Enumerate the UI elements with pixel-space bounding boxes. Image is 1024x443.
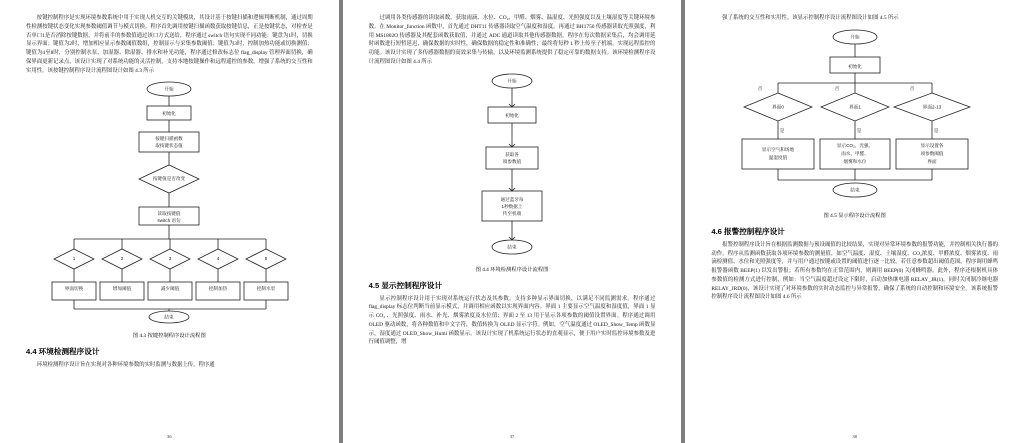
node-init: 初始化 [847,63,862,69]
branch-no-1: 否 [757,85,762,91]
environment-detection-flowchart [452,71,572,261]
node-init: 初始化 [162,111,177,117]
branch-yes-1: 是 [779,127,784,133]
branch-3: 3 [169,256,172,262]
node-end: 结束 [850,187,860,193]
page-number: 38 [852,434,857,439]
section-heading-46: 4.6 报警控制程序设计 [711,226,785,236]
display-control-flowchart [720,27,990,207]
action-3a: 减少阈值 [161,286,180,292]
node-start: 开始 [164,86,174,92]
branch-4: 4 [217,256,220,262]
node-scan1: 按键扫描函数 [155,136,184,142]
node-switch2: switch 语句 [157,218,181,224]
node-end: 结束 [507,244,517,250]
page-36 [0,0,339,443]
figure-caption-45: 图 4.5 显示程序设计流程图 [823,212,886,219]
node-screen1: 界面1 [848,104,861,110]
page-37 [343,0,682,443]
page-37-body [369,14,656,67]
action-4a: 控制加热 [209,286,228,292]
action-screen0a: 显示空气和场地 [761,146,794,152]
node-acquire2: 项参数值 [502,158,522,164]
page-38-body [711,14,998,23]
paragraph: 报警控制程序设计旨在根据监测数据与预设阈值的比较结果，实现对异常环境参数的报警功能，并控制相关执行器的动作。程序从监测函数获取各项环境参数的测量值，如空气温度、湿度、土壤湿度、CO₂浓度、甲醛浓度、烟雾浓度、雨滴检测值、水位和光照强度等，并与用户通过按键或设置的阈值进行逐一比较。若任意参数超出阈值范围，程序调用蜂鸣报警器函数 BEEP(1) 以发出警报；若所有参数均在正常范围内，则调用 BEEP(0) 关闭蜂鸣器。此外，程序还根据机具体参数值的检测方式进行控制，例如：当空气温度超过设定下限时，启动加热继电器 RELAY_JR(1)，同时关闭制冷继电器 RELAY_JRD(0)，该设计实现了对环境参数的实时动态监控与异常报警，确保了系统的自动控制和环境安全。该系统报警控制程序设计流程图设计如图 4.6 所示 [711,241,999,301]
action-screen1b: 雨水、甲醛、 [840,150,869,156]
paragraph: 按键控制程序是实现环境参数系统中用于实现人机交互的关键模块，其设计基于按键扫描和逻辑判断机制，通过周期性检测按键状态变化实现参数阈值调节与模式切换。程序首先调用按键扫描函数获取按键信息，正是按键状态，对检查是否单口1是否消除按键数据，并将前半的参数值通过该口方式送给，程序通过 switch 语句实现不同功能：键盘为1时，切换显示界面；键值为2时，增加相应显示参数阈值数组，控制显示与采集参数阈值；键值为3时，控制加热功能或切换测值；键值为4至8时，分别控制水泵、加湿器、除湿器、排水和补光功能，程序通过修改标志位 flag_display 管理界面切换，确保界面更新记录点，该设计实现了对系统功能的灵活控制，支持本地按键操作和远程遥控的参数，增强了系统的交互性和实用性。该按键控制程序设计流程图设计如图 4.3 所示 [26,15,313,74]
action-screen2c: 界面 [927,158,937,164]
action-screen1a: 显示CO₂、光强、 [836,142,873,148]
section-heading-45: 4.5 显示控制程序设计 [368,280,443,290]
page-38-body-2 [711,241,998,302]
section-heading-44: 4.4 环境检测程序设计 [26,347,100,357]
page-36-body [26,14,313,75]
action-5a: 控制水泵 [257,286,276,292]
node-switch1: 读取按键值 [157,211,181,217]
node-acquire1: 获取各 [505,151,519,157]
action-screen2a: 显示设置各 [920,142,944,148]
node-decision: 按键值是否改变 [153,176,186,182]
keypad-control-flowchart [44,79,294,327]
node-upload2: 1秒数据上 [501,203,523,209]
node-end: 结束 [164,314,174,320]
node-start: 开始 [507,78,517,84]
paragraph: 环境检测程序设计旨在实现对各种环境参数的实时监测与数据上传。程序通 [36,362,215,369]
page-number: 37 [509,434,515,439]
page-number: 36 [167,434,172,439]
branch-5: 5 [265,256,268,262]
branch-no-3: 否 [909,85,914,91]
page-38 [685,0,1024,443]
branch-yes-2: 是 [856,127,861,133]
page-37-body-2 [369,295,656,348]
action-1a: 界面切换 [65,286,84,292]
branch-2: 2 [121,256,124,262]
node-screen2-13: 界面2-13 [922,104,941,110]
node-upload1: 通过蓝牙每 [500,196,524,202]
node-upload3: 传至机端 [502,210,522,216]
action-screen0b: 温湿度值 [768,154,787,160]
paragraph: 过调用各类传感器的读取函数，获取雨滴、水位、CO₂、甲醛、烟雾、温湿度、光照强度以及土壤湿度等关键环境参数。在 Monitor_function 函数中，首先通过 DHT11 传感器读取空气温度和湿度，再通过 BH1750 传感器读取光照强度，利用 MS1802O 传感器及其配套函数获取值，并通过 ADC 通道读取其他传感器数据。程序在每次数据采集后，均会调用延时函数进行短暂延迟，确保数据的实时性，确保数据的稳定性和准确性；最终将每秒 1 秒上传至子机端，实现远程监控的功能。该设计实现了多传感器数据的高效采集与传输，以及环境监测系统提供了稳定可靠的数据支持。该环境检测程序设计流程图设计如图 4.4 所示 [368,15,656,65]
action-2a: 增加阈值 [113,286,132,292]
node-start: 开始 [850,34,860,40]
page-36-body-2 [26,361,313,370]
node-screen0: 界面0 [771,104,784,110]
node-scan2: 取按键状态值 [155,143,184,149]
node-init: 初始化 [505,112,519,118]
branch-1: 1 [73,256,76,262]
figure-caption-43: 图 4.3 按键控制程序设计流程图 [132,333,206,340]
branch-yes-3: 是 [933,127,938,133]
paragraph: 强了系统的交互性和实用性。该显示控制程序设计流程图设计如图 4.5 所示 [722,15,899,21]
action-screen2b: 项参数阈值 [920,150,944,156]
figure-caption-44: 图 4.4 环境检测程序设计流程图 [475,266,549,273]
action-screen1c: 烟雾和水位 [843,158,867,164]
branch-no-2: 否 [834,85,839,91]
paragraph: 显示控制程序设计用于实现对系统运行状态及其参数，支持多种显示界面切换，以满足不同监测需求。程序通过 flag_display 标志位判断当前显示模式，并调用相应函数以实现界面内容。界面 1 主要显示空气温度和湿度值，界面 1 显示 CO₂ 、光照强度、雨水、补光、烟雾浓度及水位值；界面 2 至 13 用于显示各项参数的阈值设置界面。程序通过调用 OLED 驱动函数，将各种数值和中文字符，数值转换为 OLED 显示字符。例如，空气温度通过 OLED_Show_Temp 函数显示，湿度通过 OLED_Show_Humi 函数显示。该设计实现了机系统运行状态的直观显示，便于用户实时监控环境参数及进行阈值调整，增 [368,295,656,346]
